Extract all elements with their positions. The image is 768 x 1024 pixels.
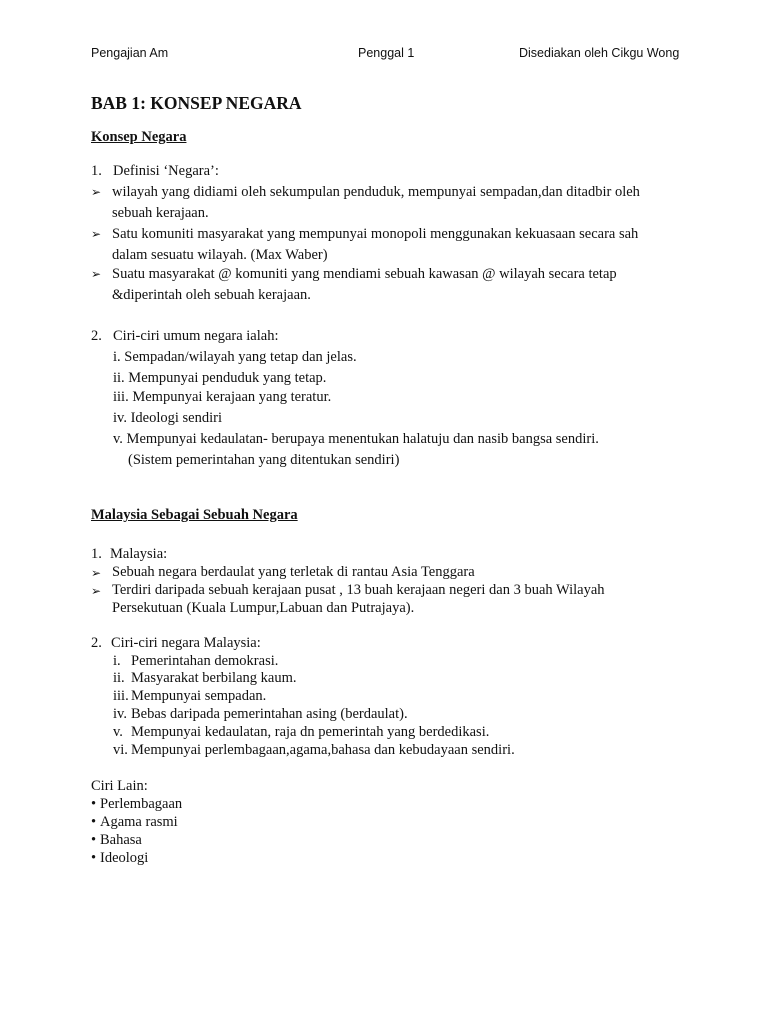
roman-item: Masyarakat berbilang kaum. bbox=[131, 670, 297, 686]
arrow-bullet-icon: ➢ bbox=[91, 584, 102, 598]
arrow-bullet-icon: ➢ bbox=[91, 267, 102, 281]
list-item: Agama rasmi bbox=[100, 814, 178, 830]
list-number: 1. bbox=[91, 546, 102, 562]
bullet-text: Terdiri daripada sebuah kerajaan pusat , 13 buah kerajaan negeri dan 3 buah Wilayah bbox=[112, 582, 605, 598]
arrow-bullet-icon: ➢ bbox=[91, 227, 102, 241]
bullet-text: wilayah yang didiami oleh sekumpulan penduduk, mempunyai sempadan,dan ditadbir oleh bbox=[112, 184, 640, 200]
roman-item: ii. Mempunyai penduduk yang tetap. bbox=[113, 370, 327, 386]
arrow-bullet-icon: ➢ bbox=[91, 566, 102, 580]
bullet-dot: • bbox=[91, 814, 97, 830]
roman-number: iv. bbox=[113, 706, 127, 722]
roman-number: v. bbox=[113, 724, 123, 740]
page-title: BAB 1: KONSEP NEGARA bbox=[91, 93, 302, 113]
header-left: Pengajian Am bbox=[91, 46, 169, 60]
bullet-text-cont: dalam sesuatu wilayah. (Max Waber) bbox=[112, 247, 328, 263]
list-item: Perlembagaan bbox=[100, 796, 183, 812]
roman-number: i. bbox=[113, 653, 121, 669]
list-item-text: Ciri-ciri negara Malaysia: bbox=[111, 635, 261, 651]
roman-item: Mempunyai kedaulatan, raja dn pemerintah yang berdedikasi. bbox=[131, 724, 490, 740]
list-item: Bahasa bbox=[100, 832, 142, 848]
bullet-dot: • bbox=[91, 850, 97, 866]
roman-item: v. Mempunyai kedaulatan- berupaya menentukan halatuju dan nasib bangsa sendiri. bbox=[113, 431, 599, 447]
roman-item: iv. Ideologi sendiri bbox=[113, 410, 222, 426]
arrow-bullet-icon: ➢ bbox=[91, 185, 102, 199]
roman-item-note: (Sistem pemerintahan yang ditentukan sendiri) bbox=[128, 452, 400, 468]
list-item-text: Ciri-ciri umum negara ialah: bbox=[113, 328, 279, 344]
bullet-dot: • bbox=[91, 796, 97, 812]
roman-item: Pemerintahan demokrasi. bbox=[131, 653, 279, 669]
bullet-text: Suatu masyarakat @ komuniti yang mendiami sebuah kawasan @ wilayah secara tetap bbox=[112, 266, 617, 282]
roman-item: i. Sempadan/wilayah yang tetap dan jelas. bbox=[113, 349, 357, 365]
roman-number: vi. bbox=[113, 742, 128, 758]
roman-item: Mempunyai sempadan. bbox=[131, 688, 267, 704]
bullet-text: Satu komuniti masyarakat yang mempunyai monopoli menggunakan kekuasaan secara sah bbox=[112, 226, 639, 242]
bullet-text-cont: Persekutuan (Kuala Lumpur,Labuan dan Putrajaya). bbox=[112, 600, 415, 616]
roman-number: ii. bbox=[113, 670, 125, 686]
section-heading-malaysia: Malaysia Sebagai Sebuah Negara bbox=[91, 507, 298, 523]
list-number: 2. bbox=[91, 635, 102, 651]
list-item-text: Definisi ‘Negara’: bbox=[113, 163, 219, 179]
bullet-dot: • bbox=[91, 832, 97, 848]
list-number: 2. bbox=[91, 328, 102, 344]
section-heading-konsep-negara: Konsep Negara bbox=[91, 129, 187, 145]
header-right: Disediakan oleh Cikgu Wong bbox=[519, 46, 680, 60]
header-center: Penggal 1 bbox=[358, 46, 415, 60]
roman-item: Bebas daripada pemerintahan asing (berdaulat). bbox=[131, 706, 408, 722]
roman-item: iii. Mempunyai kerajaan yang teratur. bbox=[113, 389, 332, 405]
ciri-lain-heading: Ciri Lain: bbox=[91, 778, 148, 794]
list-item: Ideologi bbox=[100, 850, 149, 866]
roman-item: Mempunyai perlembagaan,agama,bahasa dan kebudayaan sendiri. bbox=[131, 742, 515, 758]
roman-number: iii. bbox=[113, 688, 129, 704]
bullet-text: Sebuah negara berdaulat yang terletak di rantau Asia Tenggara bbox=[112, 564, 475, 580]
bullet-text-cont: &diperintah oleh sebuah kerajaan. bbox=[112, 287, 311, 303]
list-item-text: Malaysia: bbox=[110, 546, 168, 562]
list-number: 1. bbox=[91, 163, 102, 179]
bullet-text-cont: sebuah kerajaan. bbox=[112, 205, 209, 221]
